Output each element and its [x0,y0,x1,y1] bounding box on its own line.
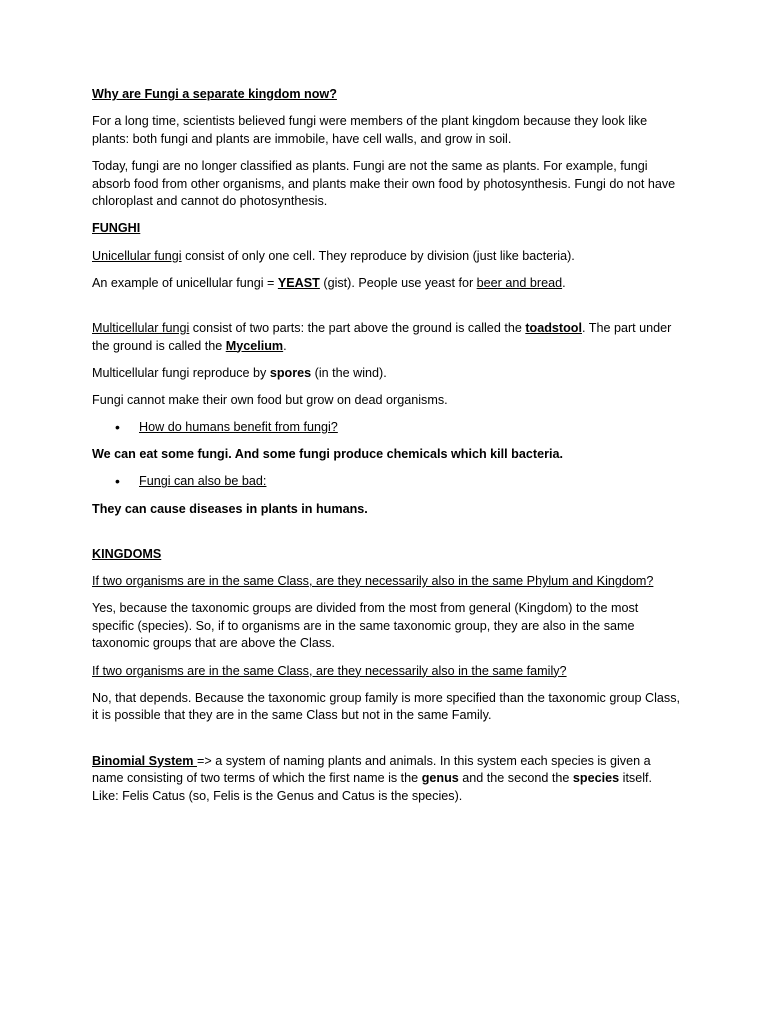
paragraph-yeast-example: An example of unicellular fungi = YEAST (gist). People use yeast for beer and bread. [92,275,566,290]
paragraph-fungi-history: For a long time, scientists believed fungi were members of the plant kingdom because they look like plants: both fungi and plants are immobile, have cell walls, and grow in soil. [92,114,648,146]
bullet-benefit: • How do humans benefit from fungi? [139,419,682,437]
paragraph-unicellular: Unicellular fungi consist of only one cell. They reproduce by division (just like bacteria). [92,248,575,263]
mycelium-term: Mycelium [225,338,284,353]
paragraph-fungi-today: Today, fungi are no longer classified as plants. Fungi are not the same as plants. For example, fungi absorb food from other organisms, and plants make their own food by photosynthesis. Fungi do not have chloroplast and cannot do photosynthesis. [92,158,676,209]
multicellular-term: Multicellular fungi [92,320,190,335]
paragraph-binomial-system: Binomial System => a system of naming plants and animals. In this system each species is given a name consisting of two terms of which the first name is the genus and the second the species itself. Like: Felis Catus (so, Felis is the Genus and Catus is the species). [92,753,653,803]
genus-term: genus [421,771,459,786]
document-body [92,86,682,815]
fungi-question-heading: Why are Fungi a separate kingdom now? [92,87,337,101]
unicellular-term: Unicellular fungi [92,248,182,263]
question-phylum-kingdom: If two organisms are in the same Class, are they necessarily also in the same Phylum and Kingdom? [92,574,654,588]
paragraph-spores: Multicellular fungi reproduce by spores (in the wind). [92,365,387,380]
binomial-term: Binomial System [92,753,197,768]
paragraph-multicellular: Multicellular fungi consist of two parts: the part above the ground is called the toadstool. The part under the ground is called the Mycelium. [92,320,672,353]
bullet-list-benefit [92,419,682,437]
answer-family: No, that depends. Because the taxonomic group family is more specified than the taxonomic group Class, it is possible that they are in the same Class but not in the same Family. [92,690,681,723]
paragraph-dead-organisms: Fungi cannot make their own food but grow on dead organisms. [92,392,448,407]
kingdoms-heading: KINGDOMS [92,546,162,561]
toadstool-term: toadstool [525,320,582,335]
funghi-heading: FUNGHI [92,221,141,236]
answer-bad: They can cause diseases in plants in humans. [92,501,368,516]
question-family: If two organisms are in the same Class, are they necessarily also in the same family? [92,663,567,678]
answer-benefit: We can eat some fungi. And some fungi produce chemicals which kill bacteria. [92,447,563,462]
answer-phylum-kingdom: Yes, because the taxonomic groups are divided from the most from general (Kingdom) to the most specific (species). So, if to organisms are in the same taxonomic group, they are also in the same taxonomic groups that are above the Class. [92,601,639,651]
blank-line [92,735,682,753]
bullet-bad: • Fungi can also be bad: [139,473,682,491]
blank-line [92,302,682,320]
spores-term: spores [269,365,312,380]
bullet-list-bad [92,473,682,491]
yeast-term: YEAST [277,275,320,290]
species-term: species [572,771,620,786]
blank-line [92,528,682,546]
beer-bread-term: beer and bread [476,275,563,290]
